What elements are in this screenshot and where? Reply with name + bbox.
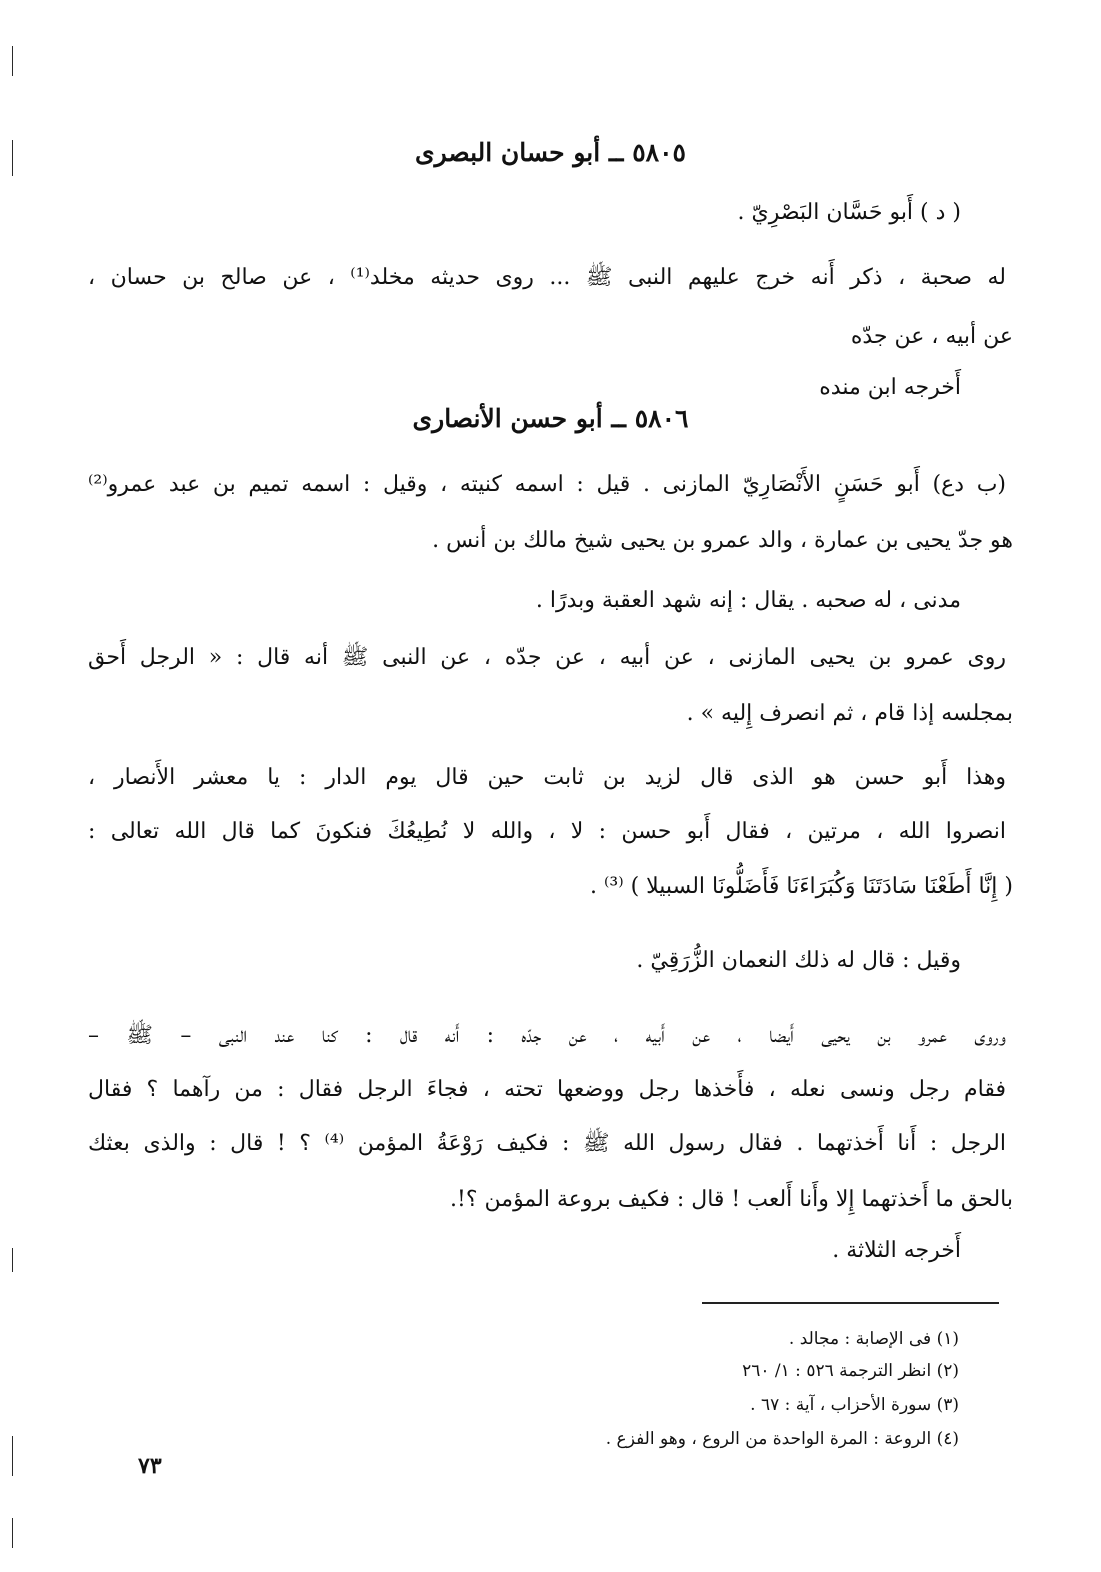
- footnote-separator: [702, 1302, 999, 1304]
- entry-line: ( د ) أَبو حَسَّان البَصْرِيّ .: [737, 200, 961, 225]
- entry-line: بمجلسه إذا قام ، ثم انصرف إِليه » .: [686, 701, 1013, 726]
- entry-line: وهذا أَبو حسن هو الذى قال لزيد بن ثابت حين قال يوم الدار : يا معشر الأَنصار ،: [88, 765, 1006, 790]
- entry-line: الرجل : أَنا أَخذتهما . فقال رسول الله ﷺ : فكيف رَوْعَةُ المؤمن ⁽⁴⁾ ؟ ! قال : والذى بعثك: [88, 1131, 1006, 1156]
- entry-line: فقام رجل ونسى نعله ، فأَخذها رجل ووضعها تحته ، فجاءَ الرجل فقال : من رآهما ؟ فقال: [88, 1077, 1006, 1102]
- entry-line: بالحق ما أَخذتهما إِلا وأَنا أَلعب ! قال : فكيف بروعة المؤمن ؟!.: [450, 1187, 1013, 1212]
- entry-line: (ب دع) أَبو حَسَنٍ الأَنْصَارِيّ المازنى . قيل : اسمه كنيته ، وقيل : اسمه تميم بن عبد عمرو⁽²⁾: [88, 472, 1006, 497]
- entry-line: أَخرجه ابن منده: [819, 375, 961, 400]
- scan-edge-mark: [12, 46, 13, 76]
- footnote: (٢) انظر الترجمة ٥٢٦ : ١/ ٢٦٠: [742, 1361, 959, 1381]
- footnote: (١) فى الإصابة : مجالد .: [788, 1329, 959, 1349]
- entry-line: هو جدّ يحيى بن عمارة ، والد عمرو بن يحيى شيخ مالك بن أنس .: [432, 528, 1013, 553]
- entry-heading: ٥٨٠٥ ــ أبو حسان البصرى: [415, 138, 686, 167]
- scan-edge-mark: [12, 1518, 13, 1548]
- entry-line: وقيل : قال له ذلك النعمان الزُّرَقِيّ .: [636, 948, 961, 973]
- entry-line: له صحبة ، ذكر أَنه خرج عليهم النبى ﷺ ... روى حديثه مخلد⁽¹⁾ ، عن صالح بن حسان ،: [88, 265, 1006, 290]
- entry-line: عن أبيه ، عن جدّه: [850, 324, 1013, 349]
- entry-line: وروى عمرو بن يحيى أَيضا ، عن أَبيه ، عن جدّه : أَنه قال : كنا عند النبى – ﷺ –: [88, 1023, 1006, 1048]
- scan-edge-mark: [12, 1248, 13, 1272]
- entry-line: ( إِنَّا أَطَعْنَا سَادَتَنَا وَكُبَرَاءَنَا فَأَضَلُّونَا السبيلا ) ⁽³⁾ .: [589, 874, 1013, 899]
- scan-edge-mark: [12, 1436, 13, 1476]
- entry-line: مدنى ، له صحبه . يقال : إنه شهد العقبة وبدرًا .: [535, 588, 961, 613]
- entry-line: انصروا الله ، مرتين ، فقال أَبو حسن : لا ، والله لا نُطِيعُكَ فنكونَ كما قال الله تعالى :: [88, 819, 1006, 844]
- page-number: ٧٣: [138, 1453, 162, 1479]
- entry-heading: ٥٨٠٦ ــ أبو حسن الأنصارى: [412, 404, 689, 433]
- entry-line: روى عمرو بن يحيى المازنى ، عن أبيه ، عن جدّه ، عن النبى ﷺ أنه قال : « الرجل أَحق: [88, 645, 1006, 670]
- footnote: (٤) الروعة : المرة الواحدة من الروع ، وهو الفزع .: [605, 1429, 959, 1449]
- entry-line: أَخرجه الثلاثة .: [832, 1238, 961, 1263]
- footnote: (٣) سورة الأحزاب ، آية : ٦٧ .: [750, 1395, 959, 1415]
